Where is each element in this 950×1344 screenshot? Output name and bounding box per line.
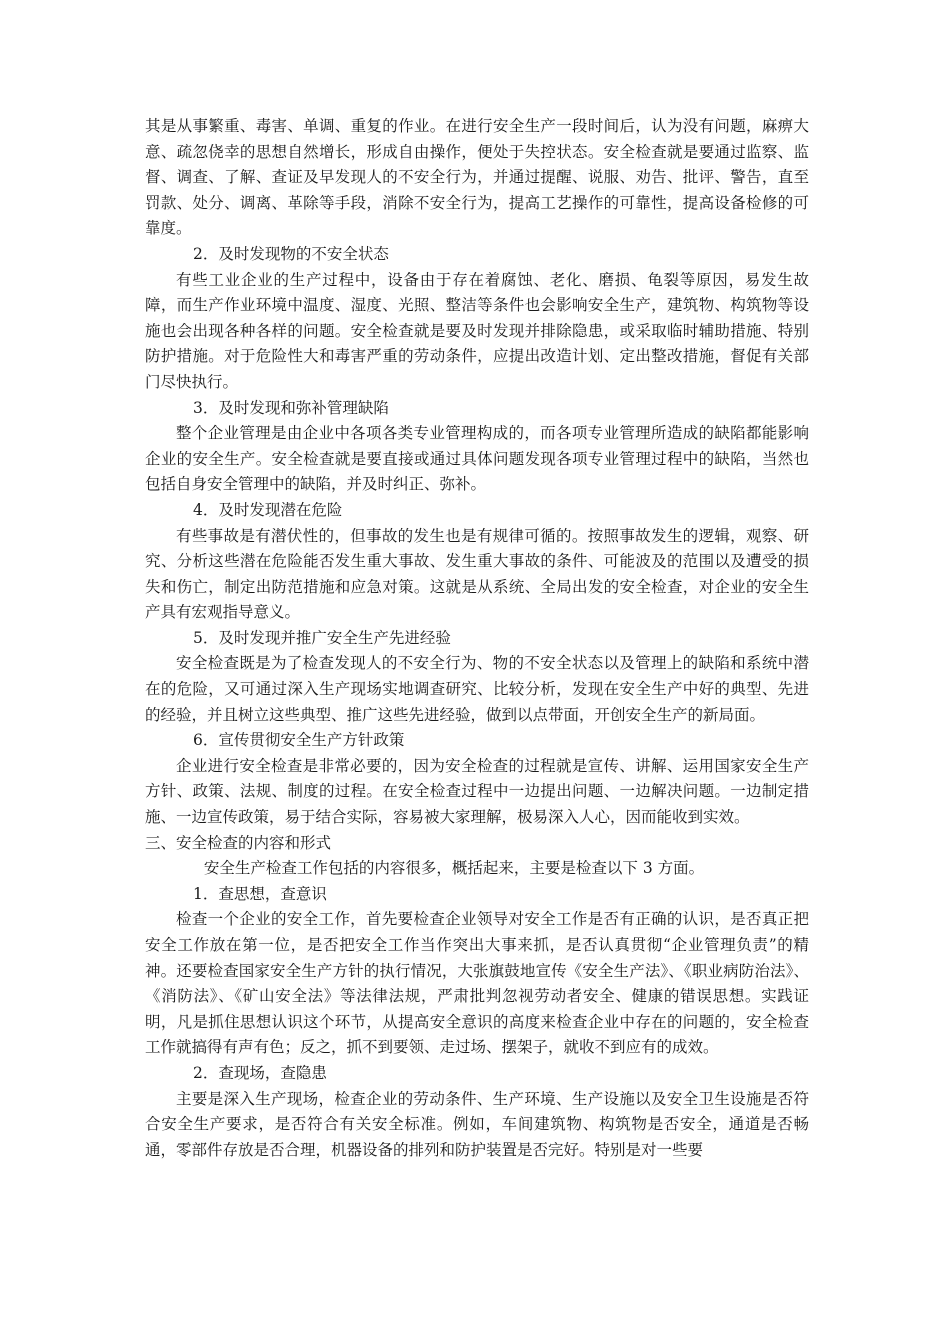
subheading-check-1: 1．查思想，查意识 — [193, 884, 327, 903]
section-intro: 安全生产检查工作包括的内容很多，概括起来，主要是检查以下 3 方面。 — [203, 859, 705, 878]
paragraph-check-2: 主要是深入生产现场，检查企业的劳动条件、生产环境、生产设施以及安全卫生设施是否符合安全生产要求，是否符合有关安全标准。例如，车间建筑物、构筑物是否安全，通道是否畅通，零部件存放是否合理，机器设备的排列和防护装置是否完好。特别是对一些要 — [145, 1089, 809, 1159]
paragraph-5: 安全检查既是为了检查发现人的不安全行为、物的不安全状态以及管理上的缺陷和系统中潜在的危险，又可通过深入生产现场实地调查研究、比较分析，发现在安全生产中好的典型、先进的经验，并且树立这些典型、推广这些先进经验，做到以点带面，开创安全生产的新局面。 — [145, 654, 809, 724]
subheading-3: 3．及时发现和弥补管理缺陷 — [193, 398, 389, 417]
document-body — [145, 114, 809, 1163]
paragraph-2: 有些工业企业的生产过程中，设备由于存在着腐蚀、老化、磨损、龟裂等原因，易发生故障，而生产作业环境中温度、湿度、光照、整洁等条件也会影响安全生产，建筑物、构筑物等设施也会出现各种各样的问题。安全检查就是要及时发现并排除隐患，或采取临时辅助措施、特别防护措施。对于危险性大和毒害严重的劳动条件，应提出改造计划、定出整改措施，督促有关部门尽快执行。 — [145, 270, 809, 391]
paragraph-4: 有些事故是有潜伏性的，但事故的发生也是有规律可循的。按照事故发生的逻辑，观察、研究、分析这些潜在危险能否发生重大事故、发生重大事故的条件、可能波及的范围以及遭受的损失和伤亡，制定出防范措施和应急对策。这就是从系统、全局出发的安全检查，对企业的安全生产具有宏观指导意义。 — [145, 526, 809, 622]
paragraph-6: 企业进行安全检查是非常必要的，因为安全检查的过程就是宣传、讲解、运用国家安全生产方针、政策、法规、制度的过程。在安全检查过程中一边提出问题、一边解决问题。一边制定措施、一边宣传政策，易于结合实际，容易被大家理解，极易深入人心，因而能收到实效。 — [145, 756, 809, 827]
paragraph-3: 整个企业管理是由企业中各项各类专业管理构成的，而各项专业管理所造成的缺陷都能影响企业的安全生产。安全检查就是要直接或通过具体问题发现各项专业管理过程中的缺陷，当然也包括自身安全管理中的缺陷，并及时纠正、弥补。 — [145, 424, 809, 494]
subheading-4: 4．及时发现潜在危险 — [193, 500, 343, 519]
paragraph-check-1: 检查一个企业的安全工作，首先要检查企业领导对安全工作是否有正确的认识，是否真正把安全工作放在第一位，是否把安全工作当作突出大事来抓，是否认真贯彻“企业管理负责”的精神。还要检查国家安全生产方针的执行情况，大张旗鼓地宣传《安全生产法》、《职业病防治法》、《消防法》、《矿山安全法》等法律法规，严肃批判忽视劳动者安全、健康的错误思想。实践证明，凡是抓住思想认识这个环节，从提高安全意识的高度来检查企业中存在的问题的，安全检查工作就搞得有声有色；反之，抓不到要领、走过场、摆架子，就收不到应有的成效。 — [145, 910, 809, 1057]
subheading-check-2: 2．查现场，查隐患 — [193, 1063, 327, 1082]
paragraph-continuation: 其是从事繁重、毒害、单调、重复的作业。在进行安全生产一段时间后，认为没有问题，麻痹大意、疏忽侥幸的思想自然增长，形成自由操作，便处于失控状态。安全检查就是要通过监察、监督、调查、了解、查证及早发现人的不安全行为，并通过提醒、说服、劝告、批评、警告，直至罚款、处分、调离、革除等手段，消除不安全行为，提高工艺操作的可靠性，提高设备检修的可靠度。 — [145, 117, 809, 238]
subheading-5: 5．及时发现并推广安全生产先进经验 — [193, 628, 451, 647]
subheading-6: 6．宣传贯彻安全生产方针政策 — [193, 731, 405, 750]
subheading-2: 2．及时发现物的不安全状态 — [193, 244, 389, 263]
section-heading-3: 三、安全检查的内容和形式 — [145, 833, 332, 852]
